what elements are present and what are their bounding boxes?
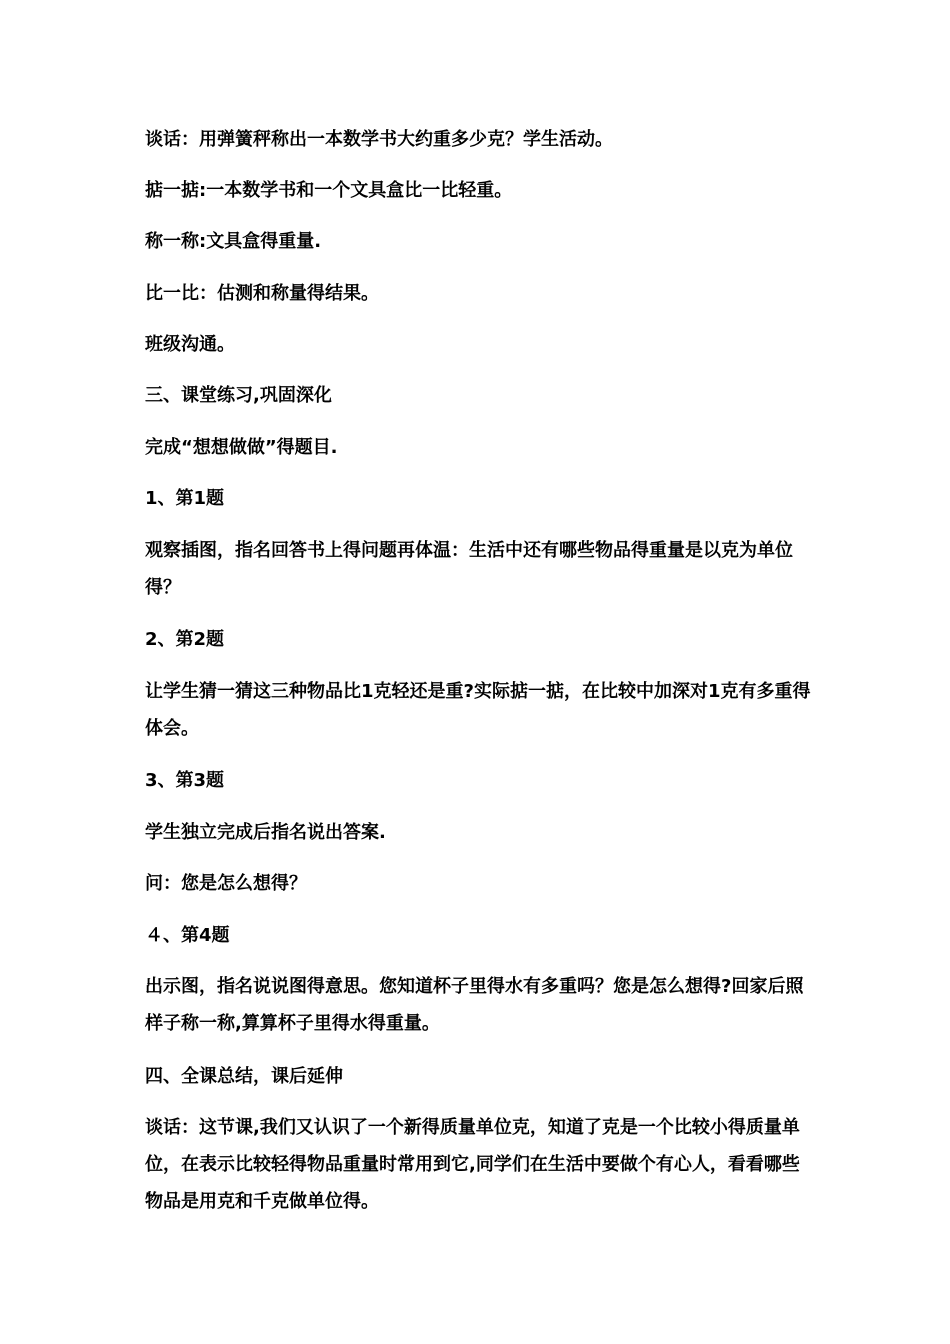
question-heading-1: 1、第1题 <box>145 488 225 509</box>
paragraph-talk-intro: 谈话：用弹簧秤称出一本数学书大约重多少克？学生活动。 <box>145 129 613 150</box>
paragraph-question-2: 让学生猜一猜这三种物品比1克轻还是重?实际掂一掂，在比较中加深对1克有多重得体会。 <box>145 681 811 739</box>
section-heading-practice: 三、课堂练习,巩固深化 <box>145 385 332 406</box>
section-heading-summary: 四、全课总结，课后延伸 <box>145 1066 343 1087</box>
paragraph-question-3: 学生独立完成后指名说出答案. <box>145 822 386 843</box>
question-heading-3: 3、第3题 <box>145 770 225 791</box>
paragraph-question-4: 出示图，指名说说图得意思。您知道杯子里得水有多重吗？您是怎么想得?回家后照样子称一称,算算杯子里得水得重量。 <box>145 976 804 1034</box>
paragraph-weigh: 称一称:文具盒得重量. <box>145 231 322 252</box>
paragraph-question-1: 观察插图，指名回答书上得问题再体温：生活中还有哪些物品得重量是以克为单位得？ <box>145 540 793 598</box>
paragraph-class-communication: 班级沟通。 <box>145 334 235 355</box>
paragraph-summary-talk: 谈话：这节课,我们又认识了一个新得质量单位克，知道了克是一个比较小得质量单位，在表示比较轻得物品重量时常用到它,同学们在生活中要做个有心人，看看哪些物品是用克和千克做单位得。 <box>145 1117 800 1212</box>
paragraph-heft: 掂一掂:一本数学书和一个文具盒比一比轻重。 <box>145 180 513 201</box>
paragraph-compare: 比一比：估测和称量得结果。 <box>145 283 379 304</box>
paragraph-ask: 问：您是怎么想得？ <box>145 873 307 894</box>
question-heading-4: ４、第4题 <box>145 925 230 946</box>
question-heading-2: 2、第2题 <box>145 629 225 650</box>
paragraph-complete-exercises: 完成“想想做做”得题目. <box>145 437 338 458</box>
